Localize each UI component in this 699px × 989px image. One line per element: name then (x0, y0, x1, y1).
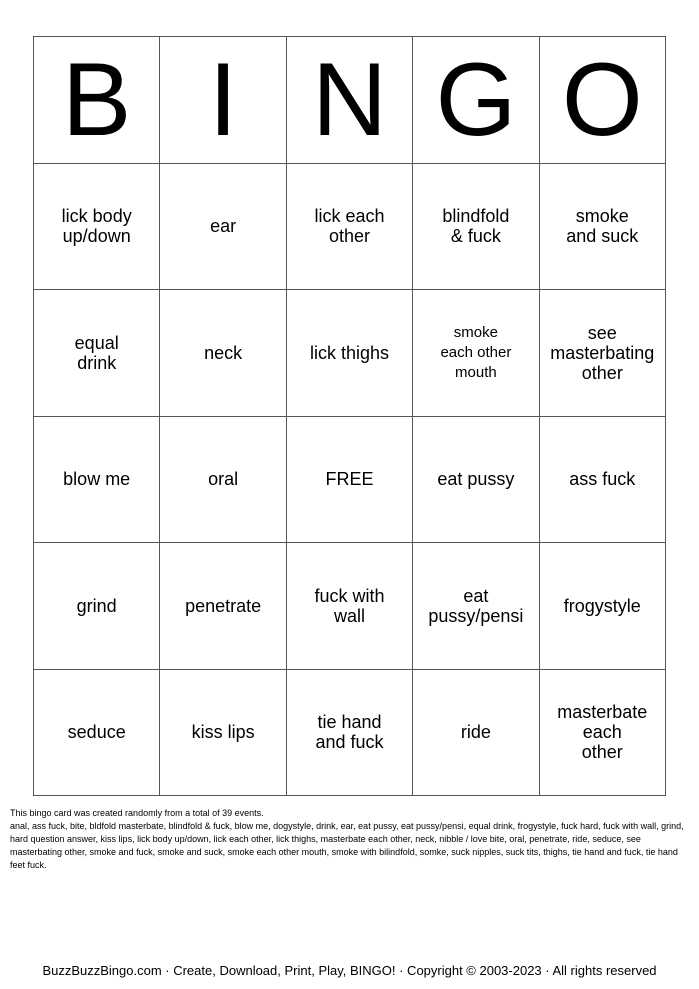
bingo-cell: grind (34, 543, 160, 670)
footer-copyright: BuzzBuzzBingo.com · Create, Download, Print, Play, BINGO! · Copyright © 2003-2023 · All rights reserved (42, 963, 657, 978)
header-letter-i: I (160, 37, 286, 164)
bingo-card (33, 36, 666, 796)
bingo-cell: fuck with wall (287, 543, 413, 670)
bingo-cell: frogystyle (540, 543, 666, 670)
bingo-cell: penetrate (160, 543, 286, 670)
bingo-cell: lick thighs (287, 290, 413, 417)
bingo-cell: masterbate each other (540, 670, 666, 797)
bingo-cell: ass fuck (540, 417, 666, 544)
bingo-cell: see masterbating other (540, 290, 666, 417)
bingo-cell: equal drink (34, 290, 160, 417)
bingo-cell: eat pussy/pensi (413, 543, 539, 670)
info-summary: This bingo card was created randomly from a total of 39 events. (10, 808, 264, 818)
bingo-cell: blow me (34, 417, 160, 544)
header-letter-n: N (287, 37, 413, 164)
bingo-cell: ear (160, 164, 286, 291)
header-letter-o: O (540, 37, 666, 164)
bingo-cell: lick each other (287, 164, 413, 291)
bingo-cell: ride (413, 670, 539, 797)
header-letter-g: G (413, 37, 539, 164)
bingo-cell: lick body up/down (34, 164, 160, 291)
free-space-cell: FREE (287, 417, 413, 544)
info-event-list: anal, ass fuck, bite, bldfold masterbate, blindfold & fuck, blow me, dogystyle, drink, ear, eat pussy, eat pussy/pensi, equal drink, frogystyle, fuck hard, fuck with wall, grind, hard question answer, kiss lips, lick body up/down, lick each other, lick thighs, masterbate each other, neck, nibble / love bite, oral, penetrate, ride, seduce, see masterbating other, smoke and fuck, smoke and suck, smoke each other mouth, smoke with bilindfold, somke, suck nipples, suck tits, thighs, tie hand and fuck, tie hand feet fuck. (10, 821, 684, 870)
header-letter-b: B (34, 37, 160, 164)
bingo-cell: neck (160, 290, 286, 417)
bingo-cell: seduce (34, 670, 160, 797)
bingo-cell: kiss lips (160, 670, 286, 797)
bingo-cell: smoke and suck (540, 164, 666, 291)
bingo-cell: smoke each other mouth (413, 290, 539, 417)
bingo-cell: blindfold & fuck (413, 164, 539, 291)
bingo-cell: eat pussy (413, 417, 539, 544)
bingo-cell: oral (160, 417, 286, 544)
card-info (10, 807, 688, 872)
bingo-cell: tie hand and fuck (287, 670, 413, 797)
